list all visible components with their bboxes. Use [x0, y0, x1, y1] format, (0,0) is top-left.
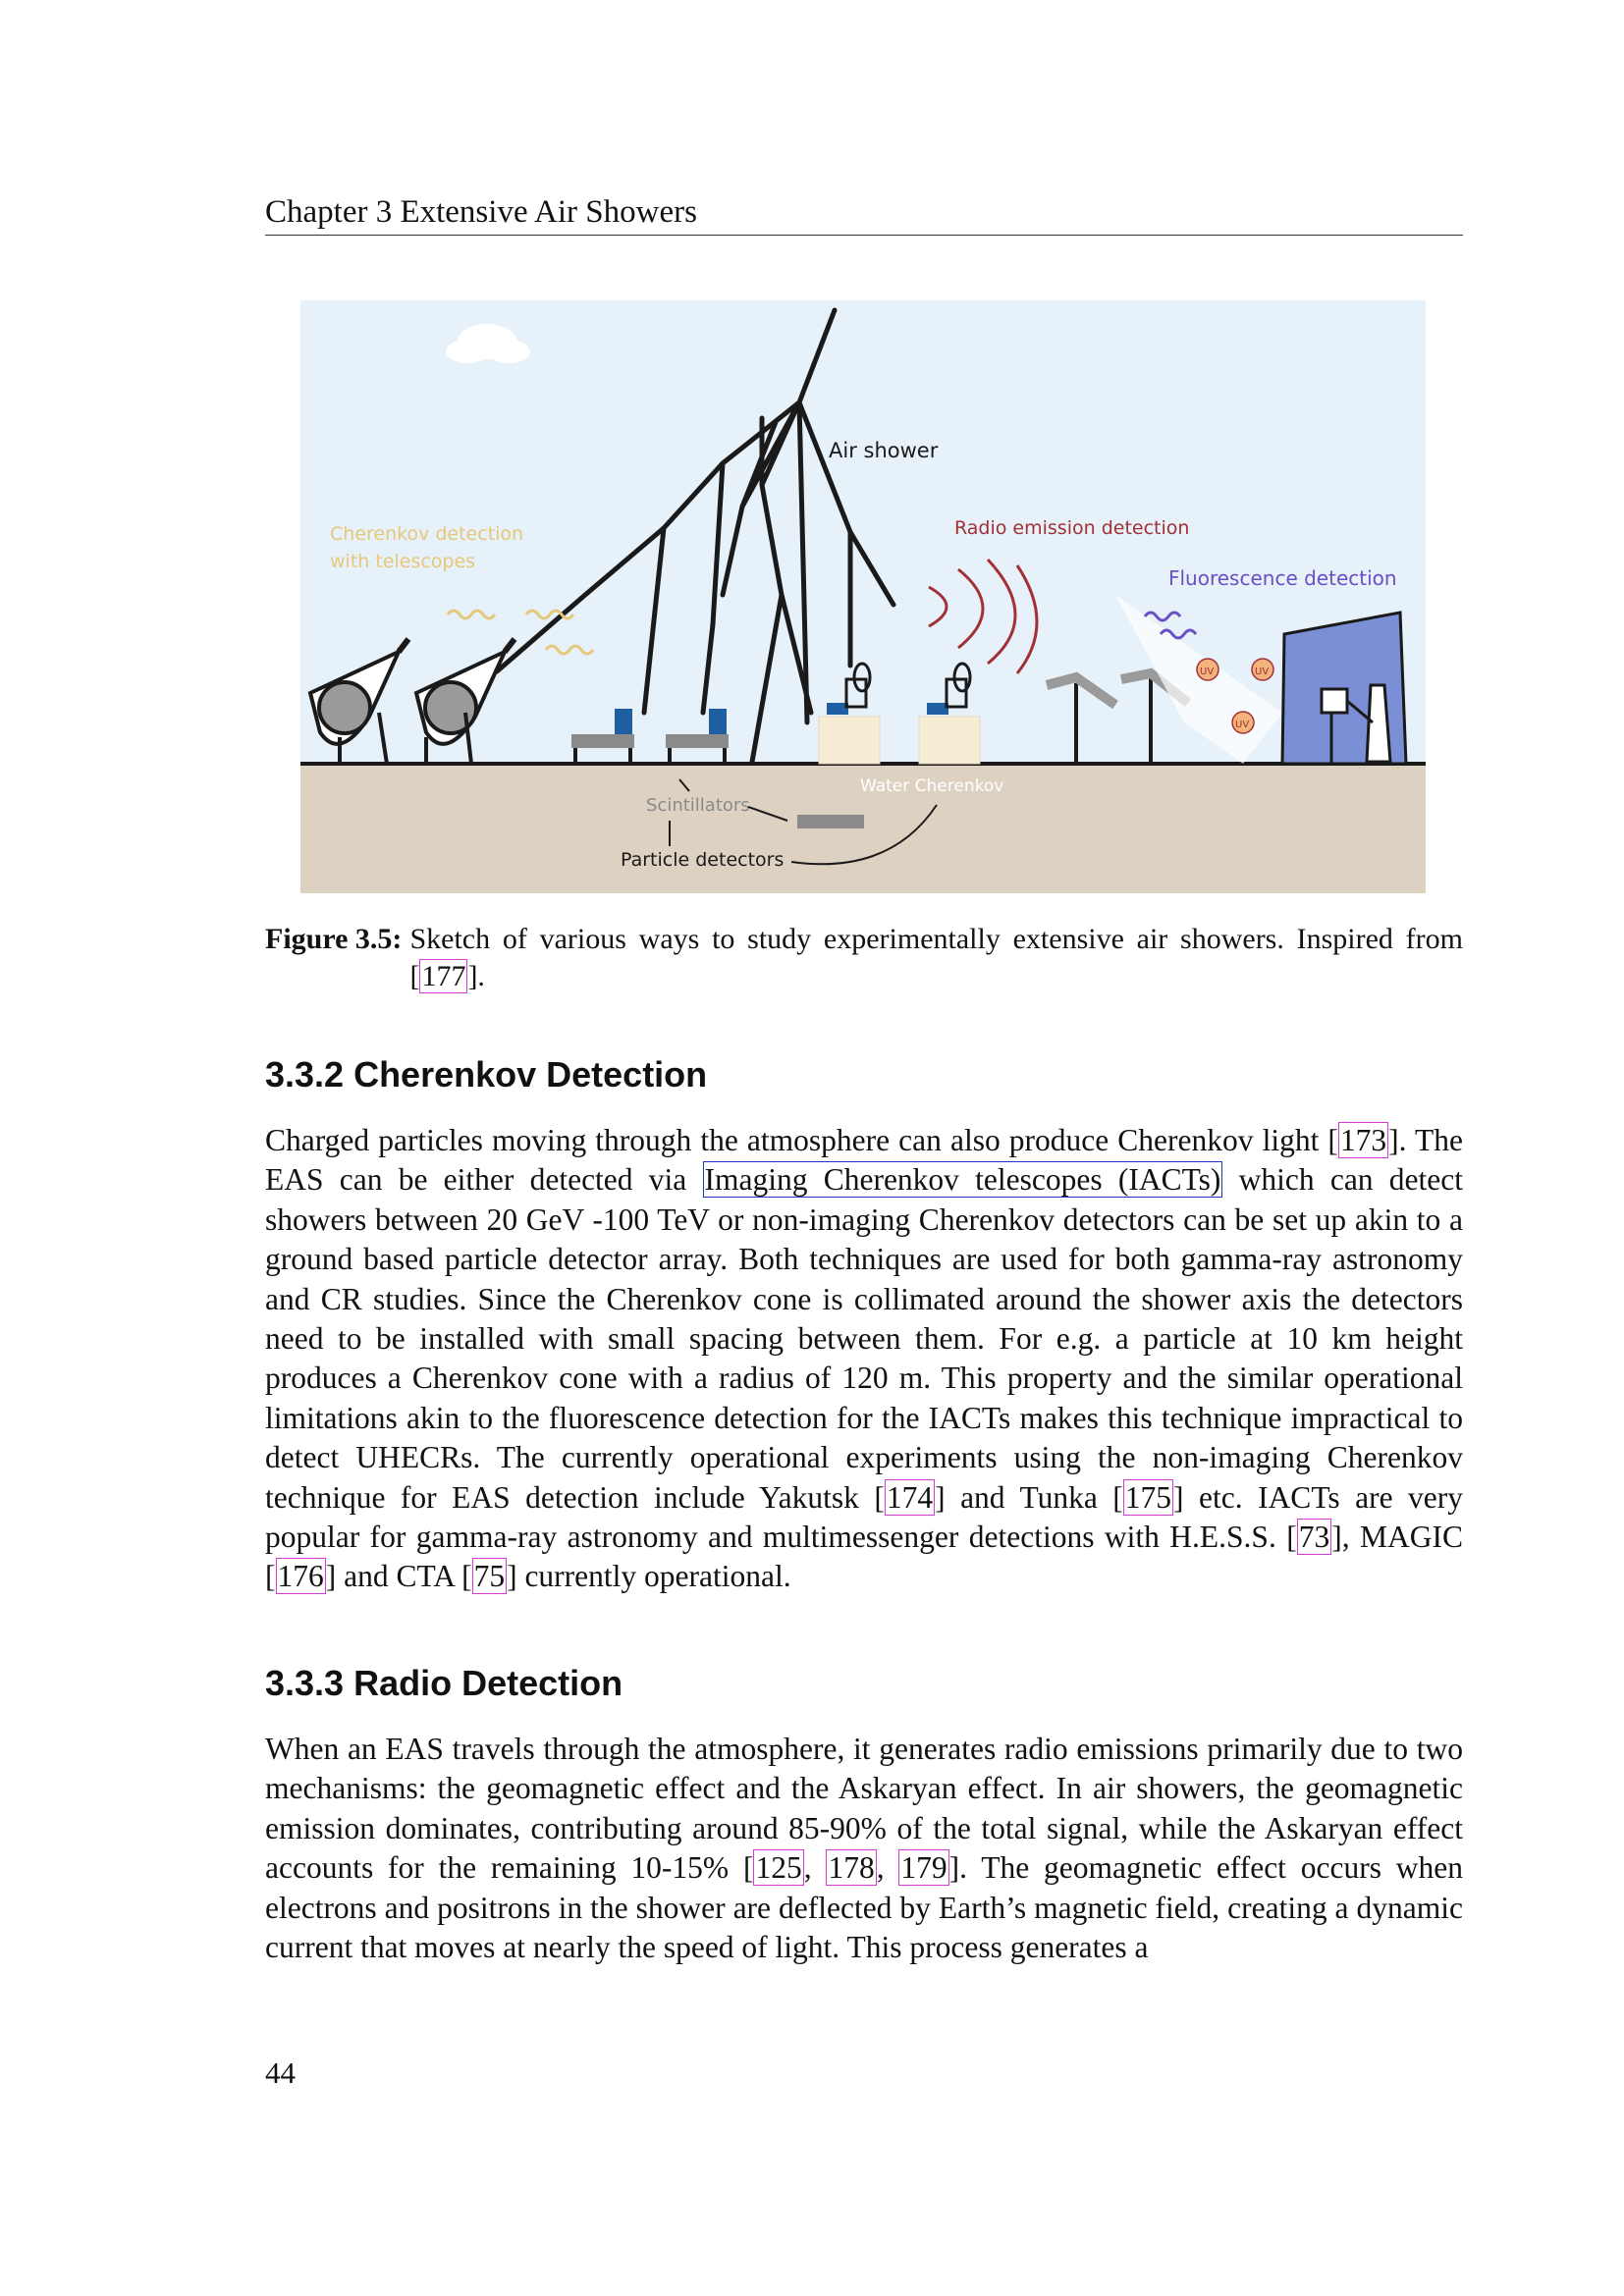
cherenkov-telescope-label-1: Cherenkov detection	[330, 523, 524, 545]
citation-link[interactable]: 175	[1124, 1479, 1172, 1515]
caption-end: ].	[467, 960, 485, 992]
paragraph-radio: When an EAS travels through the atmosphere, it generates radio emissions primarily due to two mechanisms: the geomagnetic effect and the Askaryan effect. In air showers, the geomagnetic emission dominates, contributing around 85-90% of the total signal, while the Askaryan effect accounts for the remaining 10-15% [125, 178, 179]. The geomagnetic effect occurs when electrons and positrons in the shower are deflected by Earth’s magnetic field, creating a dynamic current that moves at nearly the speed of light. This process generates a	[265, 1732, 1464, 1965]
particle-detectors-label: Particle detectors	[621, 849, 785, 871]
citation-link[interactable]: 178	[828, 1850, 875, 1886]
cherenkov-telescope-label-2: with telescopes	[330, 551, 476, 572]
radio-detection-label: Radio emission detection	[954, 517, 1190, 539]
citation-link[interactable]: 73	[1298, 1520, 1330, 1555]
page-number: 44	[265, 2056, 296, 2090]
figure-caption	[265, 921, 1463, 995]
citation-link[interactable]: 75	[473, 1559, 506, 1594]
citation-link[interactable]: 176	[277, 1559, 324, 1594]
scintillators-label: Scintillators	[646, 795, 750, 816]
uv-label: UV	[1200, 667, 1215, 677]
fluorescence-detection-label: Fluorescence detection	[1168, 566, 1397, 590]
running-header: Chapter 3 Extensive Air Showers	[265, 194, 1463, 236]
citation-link[interactable]: 179	[900, 1850, 947, 1886]
uv-label: UV	[1255, 667, 1270, 677]
section-heading-radio: 3.3.3 Radio Detection	[265, 1663, 623, 1703]
water-cherenkov-label: Water Cherenkov	[860, 776, 1004, 796]
particle-detector-bar	[797, 815, 864, 828]
acronym-link[interactable]: Imaging Cherenkov telescopes (IACTs)	[704, 1162, 1221, 1198]
figure-caption-text	[409, 921, 1463, 995]
caption-body: Sketch of various ways to study experimentally extensive air showers. Inspired from [	[409, 923, 1463, 992]
uv-label: UV	[1235, 720, 1250, 730]
air-shower-label: Air shower	[829, 439, 939, 462]
citation-link[interactable]: 177	[421, 960, 466, 992]
section-heading-cherenkov: 3.3.2 Cherenkov Detection	[265, 1054, 708, 1095]
citation-link[interactable]: 125	[755, 1850, 802, 1886]
citation-link[interactable]: 174	[886, 1479, 934, 1515]
figure-caption-label: Figure 3.5:	[265, 923, 403, 955]
paragraph-cherenkov: Charged particles moving through the atmosphere can also produce Cherenkov light [173]. The EAS can be either detected via Imaging Cherenkov telescopes (IACTs) which can detect showers between 20 GeV -100 TeV or non-imaging Cherenkov detectors can be set up akin to a ground based particle detector array. Both techniques are used for both gamma-ray astronomy and CR studies. Since the Cherenkov cone is collimated around the shower axis the detectors need to be installed with small spacing between them. For e.g. a particle at 10 km height produces a Cherenkov cone with a radius of 120 m. This property and the similar operational limitations akin to the fluorescence detection for the IACTs makes this technique impractical to detect UHECRs. The currently operational experiments using the non-imaging Cherenkov technique for EAS detection include Yakutsk [174] and Tunka [175] etc. IACTs are very popular for gamma-ray astronomy and multimessenger detections with H.E.S.S. [73], MAGIC [176] and CTA [75] currently operational.	[265, 1123, 1463, 1594]
citation-link[interactable]: 173	[1339, 1123, 1387, 1157]
air-shower-detection-sketch	[300, 300, 1426, 893]
